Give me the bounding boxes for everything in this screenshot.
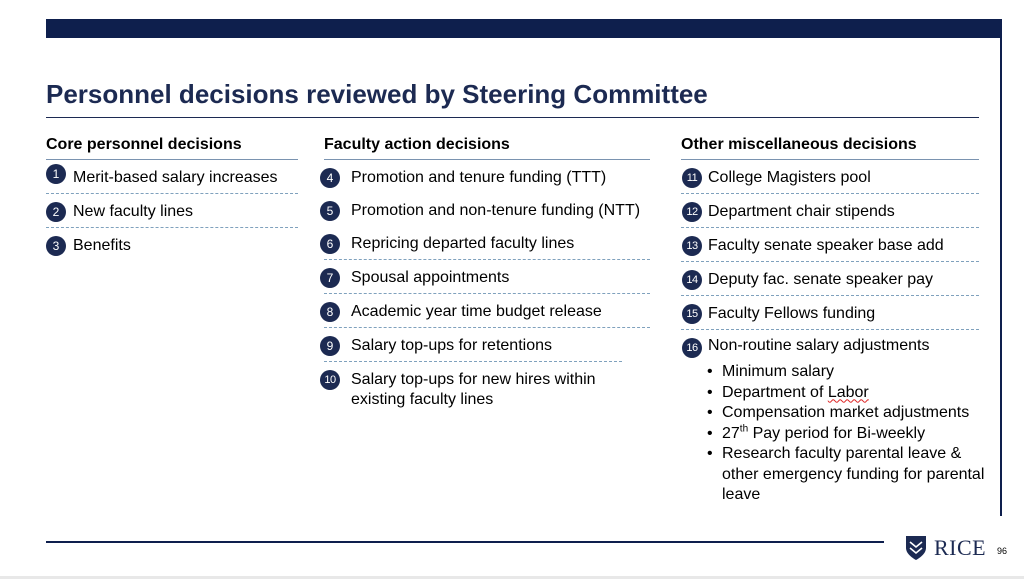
number-badge: 7 xyxy=(320,268,340,288)
item-label: Deputy fac. senate speaker pay xyxy=(708,271,934,288)
list-item xyxy=(681,262,979,296)
item-label: Faculty senate speaker base add xyxy=(708,237,944,254)
bullet-icon: • xyxy=(707,383,713,401)
list-item xyxy=(324,160,650,193)
number-badge: 9 xyxy=(320,336,340,356)
list-item xyxy=(324,260,650,294)
column-heading: Faculty action decisions xyxy=(324,135,650,160)
bullet-icon: • xyxy=(707,445,713,462)
sub-bullet-list xyxy=(707,362,992,506)
column-heading: Other miscellaneous decisions xyxy=(681,135,979,160)
list-item xyxy=(46,228,298,261)
item-label: Promotion and tenure funding (TTT) xyxy=(351,169,607,186)
item-label: Promotion and non-tenure funding (NTT) xyxy=(351,202,641,219)
number-badge: 6 xyxy=(320,234,340,254)
number-badge: 13 xyxy=(682,236,702,256)
item-label: Benefits xyxy=(73,237,131,254)
sub-bullet-item: • Department of Labor xyxy=(722,383,992,404)
item-label: Salary top-ups for retentions xyxy=(351,337,552,354)
number-badge: 4 xyxy=(320,168,340,188)
item-label: Repricing departed faculty lines xyxy=(351,235,575,252)
number-badge: 10 xyxy=(320,370,340,390)
item-label: Department chair stipends xyxy=(708,203,895,220)
number-badge: 12 xyxy=(682,202,702,222)
item-label: Salary top-ups for new hires within existing faculty lines xyxy=(351,371,596,408)
item-label: Non-routine salary adjustments xyxy=(708,337,930,354)
page-number: 96 xyxy=(997,546,1008,556)
column-faculty-action xyxy=(324,135,650,410)
item-label: Spousal appointments xyxy=(351,269,510,286)
number-badge: 5 xyxy=(320,201,340,221)
list-item xyxy=(681,194,979,228)
number-badge: 8 xyxy=(320,302,340,322)
bullet-icon: • xyxy=(707,424,713,442)
number-badge: 16 xyxy=(682,338,702,358)
number-badge: 15 xyxy=(682,304,702,324)
sub-bullet-item: • Compensation market adjustments xyxy=(722,403,992,424)
right-border-line xyxy=(1000,38,1002,516)
spellcheck-word: Labor xyxy=(827,383,869,401)
number-badge: 1 xyxy=(46,164,66,184)
list-item xyxy=(46,194,298,228)
slide-title: Personnel decisions reviewed by Steering Committee xyxy=(46,79,708,109)
list-item xyxy=(681,228,979,262)
column-other-misc xyxy=(681,135,979,363)
item-label: Faculty Fellows funding xyxy=(708,305,876,322)
shield-icon xyxy=(904,534,928,562)
list-item xyxy=(324,328,622,362)
title-divider xyxy=(46,117,979,118)
rice-logo xyxy=(904,533,986,563)
top-banner xyxy=(46,19,1002,38)
item-label: Merit-based salary increases xyxy=(73,169,278,186)
number-badge: 11 xyxy=(682,168,702,188)
logo-text: RICE xyxy=(934,535,987,560)
list-item xyxy=(46,160,298,194)
list-item xyxy=(324,193,650,226)
list-item xyxy=(681,160,979,194)
number-badge: 2 xyxy=(46,202,66,222)
column-core-personnel xyxy=(46,135,298,261)
list-item xyxy=(324,362,650,410)
sub-bullet-item: • 27th Pay period for Bi-weekly xyxy=(722,424,992,445)
sub-bullet-item: • Research faculty parental leave & other emergency funding for parental leave xyxy=(707,445,985,503)
column-heading: Core personnel decisions xyxy=(46,135,298,160)
bullet-icon: • xyxy=(707,404,713,421)
list-item xyxy=(324,294,650,328)
sub-bullet-item: • Minimum salary xyxy=(722,362,992,383)
footer-divider xyxy=(46,541,884,543)
list-item xyxy=(681,330,979,363)
item-label: College Magisters pool xyxy=(708,169,871,186)
bullet-icon: • xyxy=(707,363,713,380)
list-item xyxy=(681,296,979,330)
list-item xyxy=(324,226,650,260)
item-label: New faculty lines xyxy=(73,203,194,220)
item-label: Academic year time budget release xyxy=(351,303,602,320)
number-badge: 3 xyxy=(46,236,66,256)
number-badge: 14 xyxy=(682,270,702,290)
